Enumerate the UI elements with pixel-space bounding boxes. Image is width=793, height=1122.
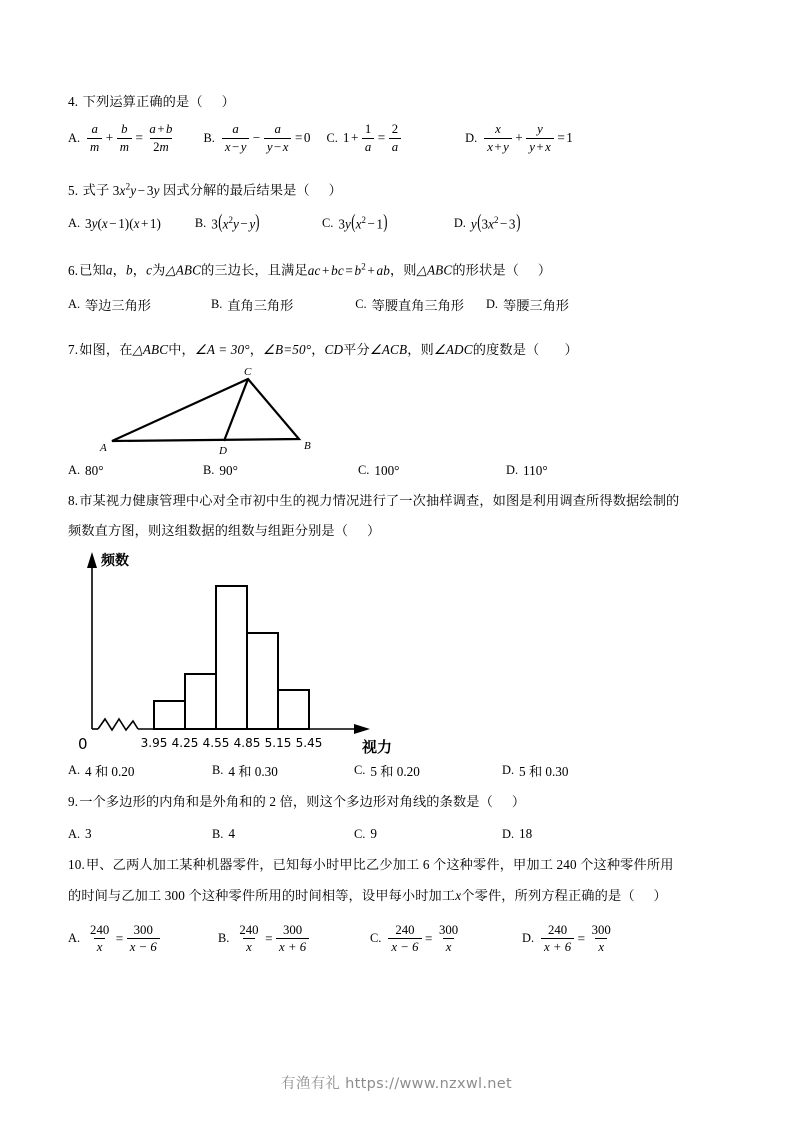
q6-p3: 的三边长，且满足 — [201, 262, 308, 278]
q7-p2: 中， — [168, 342, 195, 358]
option-8-A-text: 4 和 0.20 — [85, 763, 135, 779]
option-6-A-text: 等边三角形 — [85, 298, 151, 314]
q6-c2: ， — [132, 262, 147, 278]
option-7-B-text: 90° — [219, 462, 238, 478]
question-8-stem-text-2: 频数直方图，则这组数据的组数与组距分别是（ — [68, 523, 349, 539]
question-10-variable-x: x — [455, 888, 462, 904]
option-5-C[interactable] — [321, 211, 388, 234]
frequency-histogram-figure — [74, 544, 414, 759]
question-9-number: 9. — [68, 793, 79, 809]
option-5-A[interactable] — [68, 216, 161, 232]
question-8-number: 8. — [68, 492, 79, 508]
question-9-options — [68, 826, 718, 842]
x-axis-arrow — [354, 724, 370, 734]
question-4-stem-close: ） — [221, 94, 235, 109]
option-7-C-text: 100° — [374, 462, 400, 478]
q7-angle-a: ∠A = 30° — [194, 342, 250, 358]
vertex-label-C: C — [244, 365, 252, 378]
option-10-A-rhs: $\frac{300}{x - 6}$ — [127, 923, 160, 955]
question-9-stem-text: 一个多边形的内角和是外角和的 2 倍，则这个多边形对角线的条数是（ — [79, 793, 493, 809]
question-7-stem — [68, 340, 718, 360]
frac-2-over-a: $\frac{2}{a}$ — [389, 122, 401, 154]
x-axis-break-zigzag — [98, 719, 138, 730]
q6-p5: 的形状是（ — [452, 262, 519, 278]
q7-c2: ， — [311, 342, 325, 358]
option-6-C[interactable] — [355, 295, 464, 314]
question-4-number: 4. — [68, 94, 79, 109]
question-10-stem-text-1: 甲、乙两人加工某种机器零件，已知每小时甲比乙少加工 6 个这种零件，甲加工 240 个这种零件所用 — [85, 857, 674, 872]
option-9-B-label: B. — [212, 826, 224, 841]
option-6-D-text: 等腰三角形 — [503, 298, 569, 314]
question-5-number: 5. — [68, 182, 79, 198]
option-10-B-label: B. — [218, 931, 230, 946]
axis-origin-label: 0 — [78, 734, 88, 753]
option-10-A-lhs: $\frac{240}{x}$ — [90, 922, 110, 955]
q6-p1: 已知 — [79, 262, 106, 278]
question-6-number: 6. — [68, 262, 79, 278]
q7-segment-cd: CD — [324, 342, 344, 358]
question-10-stem-line2 — [68, 886, 718, 906]
option-9-A[interactable] — [68, 826, 212, 842]
option-6-C-label: C. — [355, 297, 367, 312]
frac-a-over-x-minus-y: $\frac{a}{x - y}$ — [222, 122, 250, 154]
option-10-D[interactable]: D. $\frac{240}{x + 6}$ = $\frac{300}{x}$ — [522, 923, 616, 955]
q7-p3: 平分 — [343, 342, 370, 358]
histogram-svg — [74, 544, 414, 759]
option-7-A[interactable] — [68, 463, 203, 479]
question-5-expression: $3x^2y - 3y$ — [112, 181, 160, 198]
option-5-D-expr: $y(3x^2 - 3)$ — [470, 211, 521, 234]
option-6-B-text: 直角三角形 — [227, 298, 294, 314]
question-8-stem-text-1: 市某视力健康管理中心对全市初中生的视力情况进行了一次抽样调查，如图是利用调查所得数据绘制的 — [79, 492, 680, 508]
triangle-svg — [86, 365, 336, 457]
option-7-A-text: 80° — [85, 462, 104, 478]
histogram-bar — [278, 690, 309, 729]
question-8-stem-line1 — [68, 491, 718, 511]
option-4-D[interactable]: D. $\frac{x}{x + y}$ + $\frac{y}{y + x}$ = 1 — [465, 122, 573, 154]
option-5-D-label: D. — [453, 216, 466, 231]
question-5-stem-close: ） — [328, 182, 342, 198]
question-9-stem — [68, 792, 718, 812]
q7-angle-b: ∠B=50° — [263, 342, 312, 358]
q7-triangle-abc: △ABC — [132, 342, 169, 358]
q6-c1: ， — [112, 262, 126, 278]
option-4-B[interactable]: B. $\frac{a}{x - y}$ − $\frac{a}{y - x}$ = 0 — [203, 122, 311, 154]
q6-var-c: c — [146, 262, 153, 278]
question-8-options — [68, 761, 718, 780]
frac-b-over-m: $\frac{b}{m}$ — [117, 122, 132, 154]
y-axis-label: 频数 — [101, 552, 129, 569]
q6-p4: ，则 — [389, 262, 417, 278]
triangle-figure — [86, 365, 336, 457]
option-6-C-text: 等腰直角三角形 — [371, 298, 464, 314]
question-4-stem — [68, 92, 718, 112]
frac-a-over-m: $\frac{a}{m}$ — [87, 122, 102, 154]
frac-1-over-a: $\frac{1}{a}$ — [362, 122, 374, 154]
exam-content — [68, 92, 718, 964]
question-10-options — [68, 923, 718, 955]
option-9-C-label: C. — [354, 826, 366, 841]
q6-equation: ac + bc = $b^2$ + ab — [307, 261, 390, 278]
x-axis-label: 视力 — [362, 737, 393, 756]
option-10-A-label: A. — [68, 931, 81, 946]
option-7-A-label: A. — [68, 463, 81, 478]
option-10-B-rhs: $\frac{300}{x + 6}$ — [276, 923, 309, 955]
y-axis-arrow — [87, 552, 97, 568]
option-7-C[interactable] — [358, 463, 506, 479]
vertex-label-B: B — [304, 439, 311, 452]
question-10-number: 10. — [68, 857, 85, 872]
histogram-tick-label: 5.45 — [295, 735, 323, 750]
option-7-D[interactable] — [506, 463, 548, 479]
question-6-options — [68, 295, 718, 314]
option-6-D[interactable] — [486, 295, 569, 314]
option-9-B[interactable] — [212, 826, 354, 842]
option-9-D-text: 18 — [519, 826, 533, 841]
option-8-B-text: 4 和 0.30 — [228, 763, 278, 779]
question-5-stem-post: 因式分解的最后结果是（ — [163, 182, 310, 198]
q6-close: ） — [537, 262, 552, 278]
option-8-C[interactable] — [354, 761, 502, 780]
question-10-stem-text-2-post: 个零件，所列方程正确的是（ — [461, 888, 635, 904]
question-9-stem-close: ） — [511, 793, 526, 809]
vertex-label-A: A — [100, 441, 107, 454]
option-5-A-label: A. — [68, 216, 81, 231]
q6-p2: 为 — [152, 262, 166, 278]
histogram-bar — [154, 701, 185, 729]
q7-angle-adc: ∠ADC — [433, 342, 473, 358]
vertex-label-D: D — [219, 444, 227, 457]
q6-var-a: a — [105, 262, 113, 278]
q6-var-b: b — [125, 262, 133, 278]
option-8-D[interactable] — [502, 761, 569, 780]
q6-triangle-abc: △ABC — [165, 262, 202, 278]
option-7-B-label: B. — [203, 463, 215, 478]
option-5-A-expr: 3y(x − 1)(x + 1) — [85, 215, 161, 231]
q6-triangle-abc-2: △ABC — [416, 262, 453, 278]
option-5-B[interactable] — [194, 211, 260, 234]
option-7-B[interactable] — [203, 463, 358, 479]
option-8-C-label: C. — [354, 762, 366, 777]
option-7-D-text: 110° — [523, 462, 548, 478]
question-7-number: 7. — [68, 342, 79, 358]
option-6-B[interactable] — [211, 295, 293, 314]
question-5-options — [68, 211, 718, 234]
question-10-stem-close: ） — [653, 888, 667, 904]
frac-a-plus-b-over-2m: $\frac{a + b}{2m}$ — [149, 122, 173, 154]
option-8-B[interactable] — [212, 761, 354, 780]
option-9-A-text: 3 — [85, 826, 92, 841]
q7-c1: ， — [249, 342, 264, 358]
histogram-tick-label: 4.25 — [171, 735, 199, 750]
option-5-D[interactable] — [453, 211, 521, 234]
histogram-tick-label: 4.85 — [233, 735, 261, 750]
option-5-C-label: C. — [321, 216, 334, 231]
q7-p1: 如图，在 — [79, 342, 133, 358]
option-10-D-lhs: $\frac{240}{x + 6}$ — [541, 923, 574, 955]
option-4-A[interactable]: A. $\frac{a}{m}$ + $\frac{b}{m}$ = $\frac{a + b}{2m}$ — [68, 122, 177, 154]
q7-angle-acb: ∠ACB — [369, 342, 408, 358]
option-8-C-text: 5 和 0.20 — [370, 763, 420, 779]
option-6-B-label: B. — [210, 297, 223, 312]
q7-p5: 的度数是（ — [472, 342, 540, 358]
question-5-stem-pre: 式子 — [82, 182, 110, 198]
question-10-stem-text-2-pre: 的时间与乙加工 300 个这种零件所用的时间相等，设甲每小时加工 — [68, 888, 456, 904]
question-10-stem-line1 — [68, 855, 718, 875]
frac-x-over-x-plus-y: $\frac{x}{x + y}$ — [484, 122, 512, 154]
option-10-A[interactable]: A. $\frac{240}{x}$ = $\frac{300}{x - 6}$ — [68, 923, 218, 955]
question-8-stem-close: ） — [366, 523, 381, 539]
option-8-A-label: A. — [68, 762, 81, 777]
question-5-stem — [68, 180, 718, 201]
option-5-B-expr: $3(x^2y - y)$ — [211, 211, 260, 234]
option-7-D-label: D. — [506, 463, 519, 478]
histogram-tick-label: 4.55 — [202, 735, 230, 750]
option-10-B-lhs: $\frac{240}{x}$ — [239, 922, 259, 955]
histogram-tick-labels — [141, 736, 323, 750]
option-7-C-label: C. — [358, 463, 370, 478]
question-4-stem-text: 下列运算正确的是（ — [82, 94, 203, 109]
frac-a-over-y-minus-x: $\frac{a}{y - x}$ — [264, 122, 292, 154]
question-8-stem-line2 — [68, 521, 718, 541]
histogram-tick-label: 3.95 — [140, 735, 168, 750]
option-6-A[interactable] — [68, 295, 151, 314]
q7-p4: ，则 — [407, 342, 434, 358]
histogram-bar — [247, 633, 278, 729]
option-9-D-label: D. — [502, 826, 515, 841]
option-8-B-label: B. — [212, 762, 224, 777]
option-6-D-label: D. — [485, 297, 499, 312]
option-4-A-label: A. — [68, 130, 81, 145]
option-6-A-label: A. — [68, 297, 81, 312]
option-10-C-lhs: $\frac{240}{x - 6}$ — [388, 923, 421, 955]
option-4-D-label: D. — [465, 130, 478, 145]
option-10-C[interactable]: C. $\frac{240}{x - 6}$ = $\frac{300}{x}$ — [370, 923, 522, 955]
frac-y-over-y-plus-x: $\frac{y}{y + x}$ — [526, 122, 554, 154]
option-4-B-label: B. — [203, 130, 215, 145]
option-8-D-text: 5 和 0.30 — [519, 763, 569, 779]
option-9-C[interactable] — [354, 826, 502, 842]
option-10-C-rhs: $\frac{300}{x}$ — [438, 922, 459, 955]
option-4-C-label: C. — [326, 130, 338, 145]
histogram-bar — [185, 674, 216, 729]
q7-close: ） — [564, 342, 578, 358]
option-10-D-rhs: $\frac{300}{x}$ — [591, 922, 611, 955]
option-8-D-label: D. — [502, 762, 515, 777]
option-4-C[interactable]: C. 1 + $\frac{1}{a}$ = $\frac{2}{a}$ — [326, 122, 403, 154]
option-9-B-text: 4 — [228, 826, 235, 841]
question-6-stem — [68, 260, 718, 281]
option-10-B[interactable]: B. $\frac{240}{x}$ = $\frac{300}{x + 6}$ — [218, 923, 370, 955]
option-9-A-label: A. — [68, 826, 81, 841]
option-9-C-text: 9 — [370, 826, 377, 841]
option-5-B-label: B. — [194, 216, 207, 231]
histogram-bar — [216, 586, 247, 729]
option-10-C-label: C. — [370, 931, 382, 946]
question-7-options — [68, 463, 718, 479]
option-9-D[interactable] — [502, 826, 532, 842]
option-5-C-expr: $3y(x^2 - 1)$ — [338, 211, 388, 234]
site-watermark: 有渔有礼 https://www.nzxwl.net — [281, 1076, 512, 1092]
triangle-abc-outline — [112, 379, 299, 441]
question-4-options — [68, 122, 718, 154]
option-8-A[interactable] — [68, 761, 212, 780]
histogram-tick-label: 5.15 — [264, 735, 292, 750]
option-10-D-label: D. — [522, 931, 535, 946]
histogram-bars — [154, 586, 309, 729]
